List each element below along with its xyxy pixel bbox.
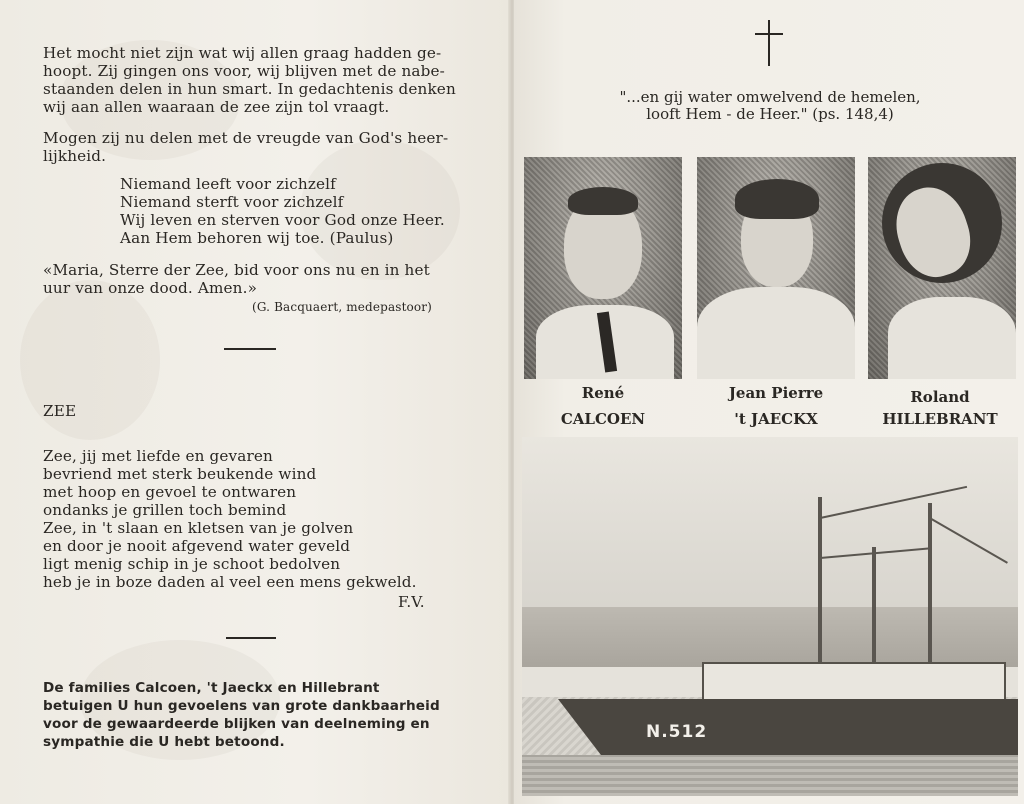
quote-line: looft Hem - de Heer." (ps. 148,4) — [646, 105, 894, 123]
verse-line: Wij leven en sterven voor God onze Heer. — [120, 211, 445, 229]
portrait-photo-1 — [524, 157, 682, 379]
prayer-line: uur van onze dood. Amen.» — [43, 279, 258, 297]
paragraph-line: lijkheid. — [43, 147, 107, 165]
thanks-line: sympathie die U hebt betoond. — [43, 734, 285, 750]
left-page — [0, 0, 510, 804]
ship-photo — [522, 437, 1018, 796]
poem-line: Zee, in 't slaan en kletsen van je golven — [43, 519, 354, 537]
portrait-photo-2 — [697, 157, 855, 379]
person-last-name: HILLEBRANT — [882, 410, 998, 428]
poem-line: bevriend met sterk beukende wind — [43, 465, 317, 483]
thanks-line: betuigen U hun gevoelens van grote dankbaarheid — [43, 698, 440, 714]
thanks-line: De families Calcoen, 't Jaeckx en Hillebrant — [43, 680, 380, 696]
paragraph-line: Mogen zij nu delen met de vreugde van God's heer- — [43, 129, 449, 147]
ship-registration: N.512 — [646, 722, 708, 742]
portrait-photo-3 — [868, 157, 1016, 379]
attribution: (G. Bacquaert, medepastoor) — [252, 300, 433, 314]
prayer-line: «Maria, Sterre der Zee, bid voor ons nu en in het — [43, 261, 430, 279]
verse-line: Niemand leeft voor zichzelf — [120, 175, 336, 193]
poem-title: ZEE — [43, 402, 77, 420]
person-last-name: CALCOEN — [560, 410, 646, 428]
cross-icon-bar — [755, 33, 783, 35]
verse-line: Niemand sterft voor zichzelf — [120, 193, 344, 211]
psalm-quote — [600, 89, 940, 123]
poem-author: F.V. — [398, 593, 425, 611]
divider — [224, 348, 276, 350]
paragraph-line: Het mocht niet zijn wat wij allen graag hadden ge- — [43, 44, 442, 62]
poem-line: ligt menig schip in je schoot bedolven — [43, 555, 341, 573]
divider — [226, 637, 276, 639]
poem-line: Zee, jij met liefde en gevaren — [43, 447, 273, 465]
poem-line: en door je nooit afgevend water geveld — [43, 537, 351, 555]
poem-line: ondanks je grillen toch bemind — [43, 501, 287, 519]
quote-line: "...en gij water omwelvend de hemelen, — [619, 88, 921, 106]
paragraph-line: wij aan allen waaraan de zee zijn tol vraagt. — [43, 98, 390, 116]
verse-line: Aan Hem behoren wij toe. (Paulus) — [120, 229, 394, 247]
person-first-name: Jean Pierre — [728, 384, 824, 402]
cross-icon — [768, 20, 770, 66]
person-first-name: René — [581, 384, 625, 402]
thanks-line: voor de gewaardeerde blijken van deelneming en — [43, 716, 430, 732]
person-first-name: Roland — [910, 388, 970, 406]
paragraph-line: staanden delen in hun smart. In gedachtenis denken — [43, 80, 456, 98]
person-last-name: 't JAECKX — [734, 410, 818, 428]
paragraph-line: hoopt. Zij gingen ons voor, wij blijven met de nabe- — [43, 62, 445, 80]
poem-line: met hoop en gevoel te ontwaren — [43, 483, 297, 501]
poem-line: heb je in boze daden al veel een mens gekweld. — [43, 573, 417, 591]
